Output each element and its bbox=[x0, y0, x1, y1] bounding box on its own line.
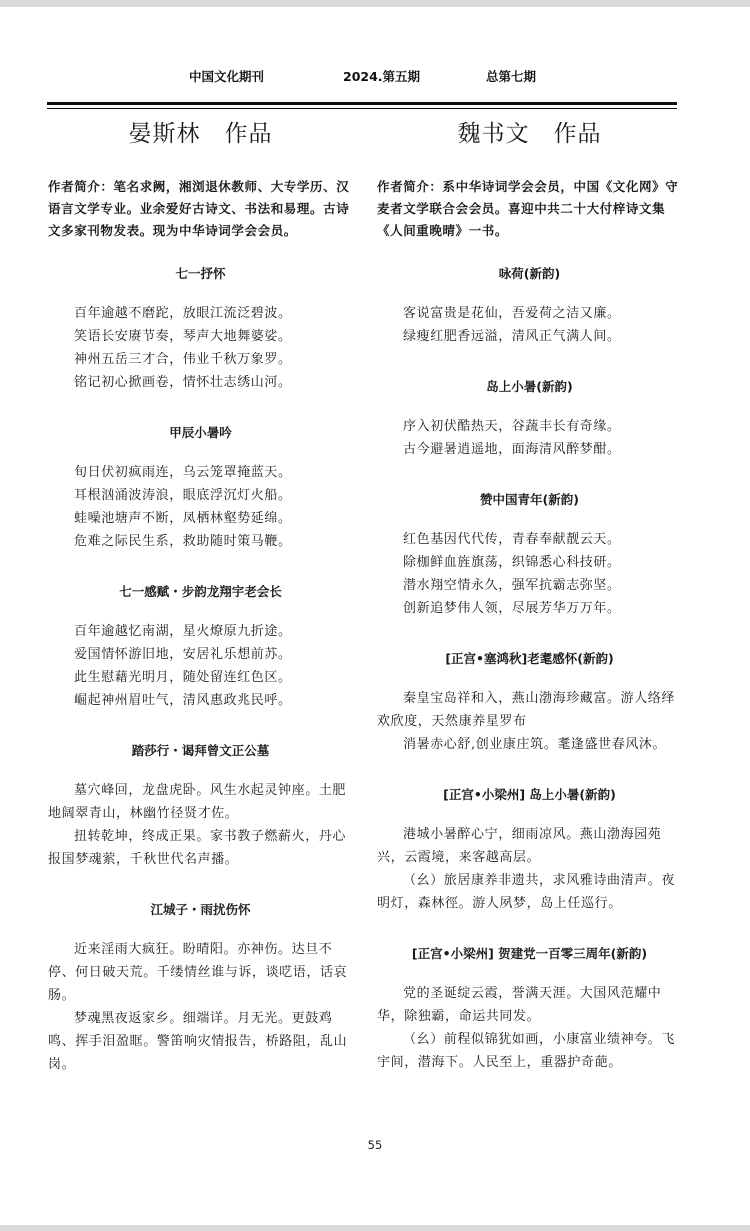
poem-title: [正宫•小梁州] 贺建党一百零三周年(新韵) bbox=[411, 946, 648, 961]
right-poem-3 bbox=[377, 490, 682, 620]
poem-line: 除枷鲜血旌旗荡，织锦悉心科技研。 bbox=[403, 555, 621, 570]
left-poem-2 bbox=[48, 423, 353, 553]
poem-line: 客说富贵是花仙，吾爱荷之洁又廉。 bbox=[403, 306, 621, 321]
right-author-title: 魏书文 作品 bbox=[457, 121, 602, 147]
poem-line: 铭记初心掀画卷，情怀壮志绣山河。 bbox=[74, 375, 292, 390]
right-column bbox=[377, 115, 682, 1103]
header-rule-thick bbox=[47, 102, 677, 105]
poem-paragraph: （幺）前程似锦犹如画，小康富业绩神夸。飞宇间，潜海下。人民至上，重器护奇葩。 bbox=[377, 1032, 676, 1070]
left-author-title: 晏斯林 作品 bbox=[128, 121, 273, 147]
poem-line: 崛起神州眉吐气，清风惠政兆民呼。 bbox=[74, 693, 292, 708]
poem-line: 旬日伏初疯雨连，乌云笼罩掩蓝天。 bbox=[74, 465, 292, 480]
poem-paragraph: 秦皇宝岛祥和入，燕山渤海珍藏富。游人络绎欢欣度，天然康养星罗布 bbox=[377, 691, 676, 729]
poem-title: 江城子・雨扰伤怀 bbox=[150, 902, 251, 917]
poem-title: 赞中国青年(新韵) bbox=[480, 492, 579, 507]
right-poem-4 bbox=[377, 649, 682, 756]
poem-line: 古今避暑逍遥地，面海清风醉梦酣。 bbox=[403, 442, 621, 457]
left-column bbox=[48, 115, 353, 1105]
right-poem-2 bbox=[377, 377, 682, 461]
poem-line: 创新追梦伟人领，尽展芳华万万年。 bbox=[403, 601, 621, 616]
poem-line: 百年逾越忆南湖，星火燎原九折途。 bbox=[74, 624, 292, 639]
right-author-intro: 作者简介：系中华诗词学会会员，中国《文化网》守麦者文学联合会会员。喜迎中共二十大付梓诗文集《人间重晚晴》一书。 bbox=[377, 179, 679, 238]
poem-paragraph: 扭转乾坤，终成正果。家书教子燃薪火，丹心报国梦魂萦，千秋世代名声播。 bbox=[48, 829, 347, 867]
poem-line: 绿瘦红肥香远溢，清风正气满人间。 bbox=[403, 329, 621, 344]
poem-title: 踏莎行・谒拜曾文正公墓 bbox=[131, 743, 270, 758]
poem-paragraph: 梦魂黑夜返家乡。细端详。月无光。更鼓鸡鸣、挥手泪盈眶。警笛响灾情报告，桥路阻，乱山岗。 bbox=[48, 1011, 348, 1072]
poem-line: 蛙噪池塘声不断，凤栖林壑势延绵。 bbox=[74, 511, 292, 526]
poem-line: 笑语长安赓节奏，琴声大地舞婆娑。 bbox=[74, 329, 292, 344]
top-scan-edge bbox=[0, 0, 750, 7]
poem-line: 序入初伏酷热天，谷蔬丰长有奇缘。 bbox=[403, 419, 621, 434]
issue-label: 2024.第五期 bbox=[343, 69, 421, 84]
right-poem-5 bbox=[377, 785, 682, 915]
poem-line: 神州五岳三才合，伟业千秋万象罗。 bbox=[74, 352, 292, 367]
poem-line: 爱国情怀游旧地，安居礼乐想前苏。 bbox=[74, 647, 292, 662]
header-rule-thin bbox=[47, 108, 677, 109]
poem-paragraph: （幺）旅居康养非遗共，求风雅诗曲清声。夜明灯，森林徑。游人夙梦，岛上任巡行。 bbox=[377, 873, 676, 911]
total-issue-label: 总第七期 bbox=[486, 69, 537, 84]
poem-paragraph: 近来淫雨大疯狂。盼晴阳。亦神伤。达旦不停、何日破天荒。千缕情丝谁与诉，谈呓语，话哀肠。 bbox=[48, 942, 348, 1003]
poem-title: 甲辰小暑吟 bbox=[169, 425, 232, 440]
poem-line: 耳根汹涌波涛浪，眼底浮沉灯火船。 bbox=[74, 488, 292, 503]
poem-line: 危难之际民生系，救助随时策马鞭。 bbox=[74, 534, 292, 549]
poem-paragraph: 消暑赤心舒,创业康庄筑。耄逢盛世春风沐。 bbox=[403, 737, 667, 752]
poem-paragraph: 港城小暑醉心宁，细雨凉风。燕山渤海园苑兴，云霞境，来客越高层。 bbox=[377, 827, 662, 865]
poem-title: 七一感赋・步韵龙翔宇老会长 bbox=[119, 584, 282, 599]
poem-line: 红色基因代代传，青春奉献靓云天。 bbox=[403, 532, 621, 547]
poem-title: 岛上小暑(新韵) bbox=[486, 379, 573, 394]
left-poem-5 bbox=[48, 900, 353, 1076]
poem-title: 咏荷(新韵) bbox=[498, 266, 561, 281]
page-number: 55 bbox=[367, 1138, 383, 1152]
left-poem-1 bbox=[48, 264, 353, 394]
right-poem-6 bbox=[377, 944, 682, 1074]
poem-paragraph: 党的圣诞绽云霞，誉满天涯。大国风范耀中华，除独霸，命运共同发。 bbox=[377, 986, 662, 1024]
left-author-intro: 作者简介：笔名求阙，湘浏退休教师、大专学历、汉语言文学专业。业余爱好古诗文、书法和易理。古诗文多家刊物发表。现为中华诗词学会会员。 bbox=[48, 179, 350, 238]
right-poem-1 bbox=[377, 264, 682, 348]
poem-title: [正宫•小梁州] 岛上小暑(新韵) bbox=[443, 787, 616, 802]
poem-title: 七一抒怀 bbox=[175, 266, 226, 281]
left-poem-4 bbox=[48, 741, 353, 871]
left-poem-3 bbox=[48, 582, 353, 712]
bottom-scan-edge bbox=[0, 1225, 750, 1231]
journal-title: 中国文化期刊 bbox=[189, 69, 265, 84]
poem-paragraph: 墓穴峰回，龙盘虎卧。风生水起灵钟座。土肥地阔翠青山，林幽竹径贤才佐。 bbox=[48, 783, 347, 821]
poem-line: 此生慰藉光明月，随处留连红色区。 bbox=[74, 670, 292, 685]
poem-line: 百年逾越不磨跎，放眼江流泛碧波。 bbox=[74, 306, 292, 321]
poem-title: [正宫•塞鸿秋]老耄感怀(新韵) bbox=[445, 651, 614, 666]
poem-line: 潜水翔空情永久，强军抗霸志弥坚。 bbox=[403, 578, 621, 593]
